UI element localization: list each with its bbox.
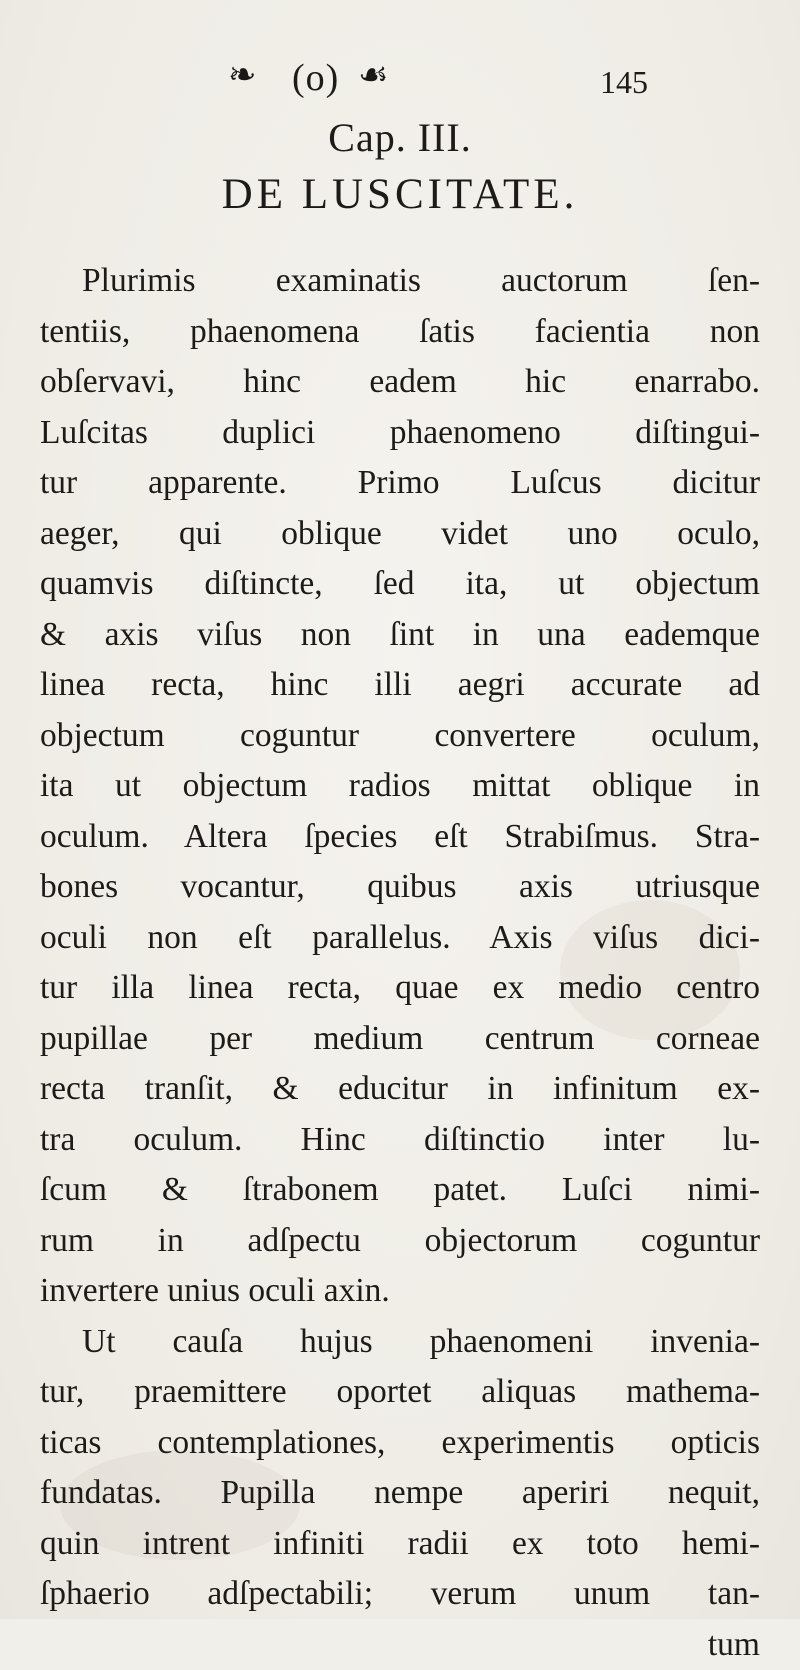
text-line: fundatas. Pupilla nempe aperiri nequit,	[40, 1468, 760, 1519]
text-line: quamvis diſtincte, ſed ita, ut objectum	[40, 559, 760, 610]
chapter-heading: Cap. III.	[0, 113, 800, 163]
text-line: pupillae per medium centrum corneae	[40, 1014, 760, 1065]
text-line: Luſcitas duplici phaenomeno diſtingui-	[40, 408, 760, 459]
text-line: invertere unius oculi axin.	[40, 1266, 760, 1317]
text-line: oculum. Altera ſpecies eſt Strabiſmus. Stra-	[40, 812, 760, 863]
text-line: oculi non eſt parallelus. Axis viſus dici-	[40, 913, 760, 964]
text-line: & axis viſus non ſint in una eademque	[40, 610, 760, 661]
text-line: bones vocantur, quibus axis utriusque	[40, 862, 760, 913]
text-line: tur apparente. Primo Luſcus dicitur	[40, 458, 760, 509]
text-line: Ut cauſa hujus phaenomeni invenia-	[40, 1317, 760, 1368]
text-line: objectum coguntur convertere oculum,	[40, 711, 760, 762]
text-line: rum in adſpectu objectorum coguntur	[40, 1216, 760, 1267]
text-line: ita ut objectum radios mittat oblique in	[40, 761, 760, 812]
text-line: linea recta, hinc illi aegri accurate ad	[40, 660, 760, 711]
text-line: aeger, qui oblique videt uno oculo,	[40, 509, 760, 560]
printer-ornament-right-icon: ☙	[358, 56, 388, 96]
text-line: ſcum & ſtrabonem patet. Luſci nimi-	[40, 1165, 760, 1216]
section-title: DE LUSCITATE.	[0, 168, 800, 222]
catchword: tum	[40, 1620, 760, 1670]
text-line: tur, praemittere oportet aliquas mathema-	[40, 1367, 760, 1418]
page-number: 145	[600, 62, 648, 102]
body-text	[40, 256, 760, 1670]
text-line: quin intrent infiniti radii ex toto hemi-	[40, 1519, 760, 1570]
text-line: obſervavi, hinc eadem hic enarrabo.	[40, 357, 760, 408]
signature-mark: (o)	[292, 58, 339, 98]
text-line: Plurimis examinatis auctorum ſen-	[40, 256, 760, 307]
text-line: recta tranſit, & educitur in infinitum ex-	[40, 1064, 760, 1115]
text-line: ticas contemplationes, experimentis opticis	[40, 1418, 760, 1469]
text-line: tentiis, phaenomena ſatis facientia non	[40, 307, 760, 358]
text-line: tur illa linea recta, quae ex medio centro	[40, 963, 760, 1014]
running-head	[0, 50, 800, 110]
text-line: tra oculum. Hinc diſtinctio inter lu-	[40, 1115, 760, 1166]
text-line: ſphaerio adſpectabili; verum unum tan-	[40, 1569, 760, 1620]
printer-ornament-left-icon: ❧	[228, 56, 257, 96]
